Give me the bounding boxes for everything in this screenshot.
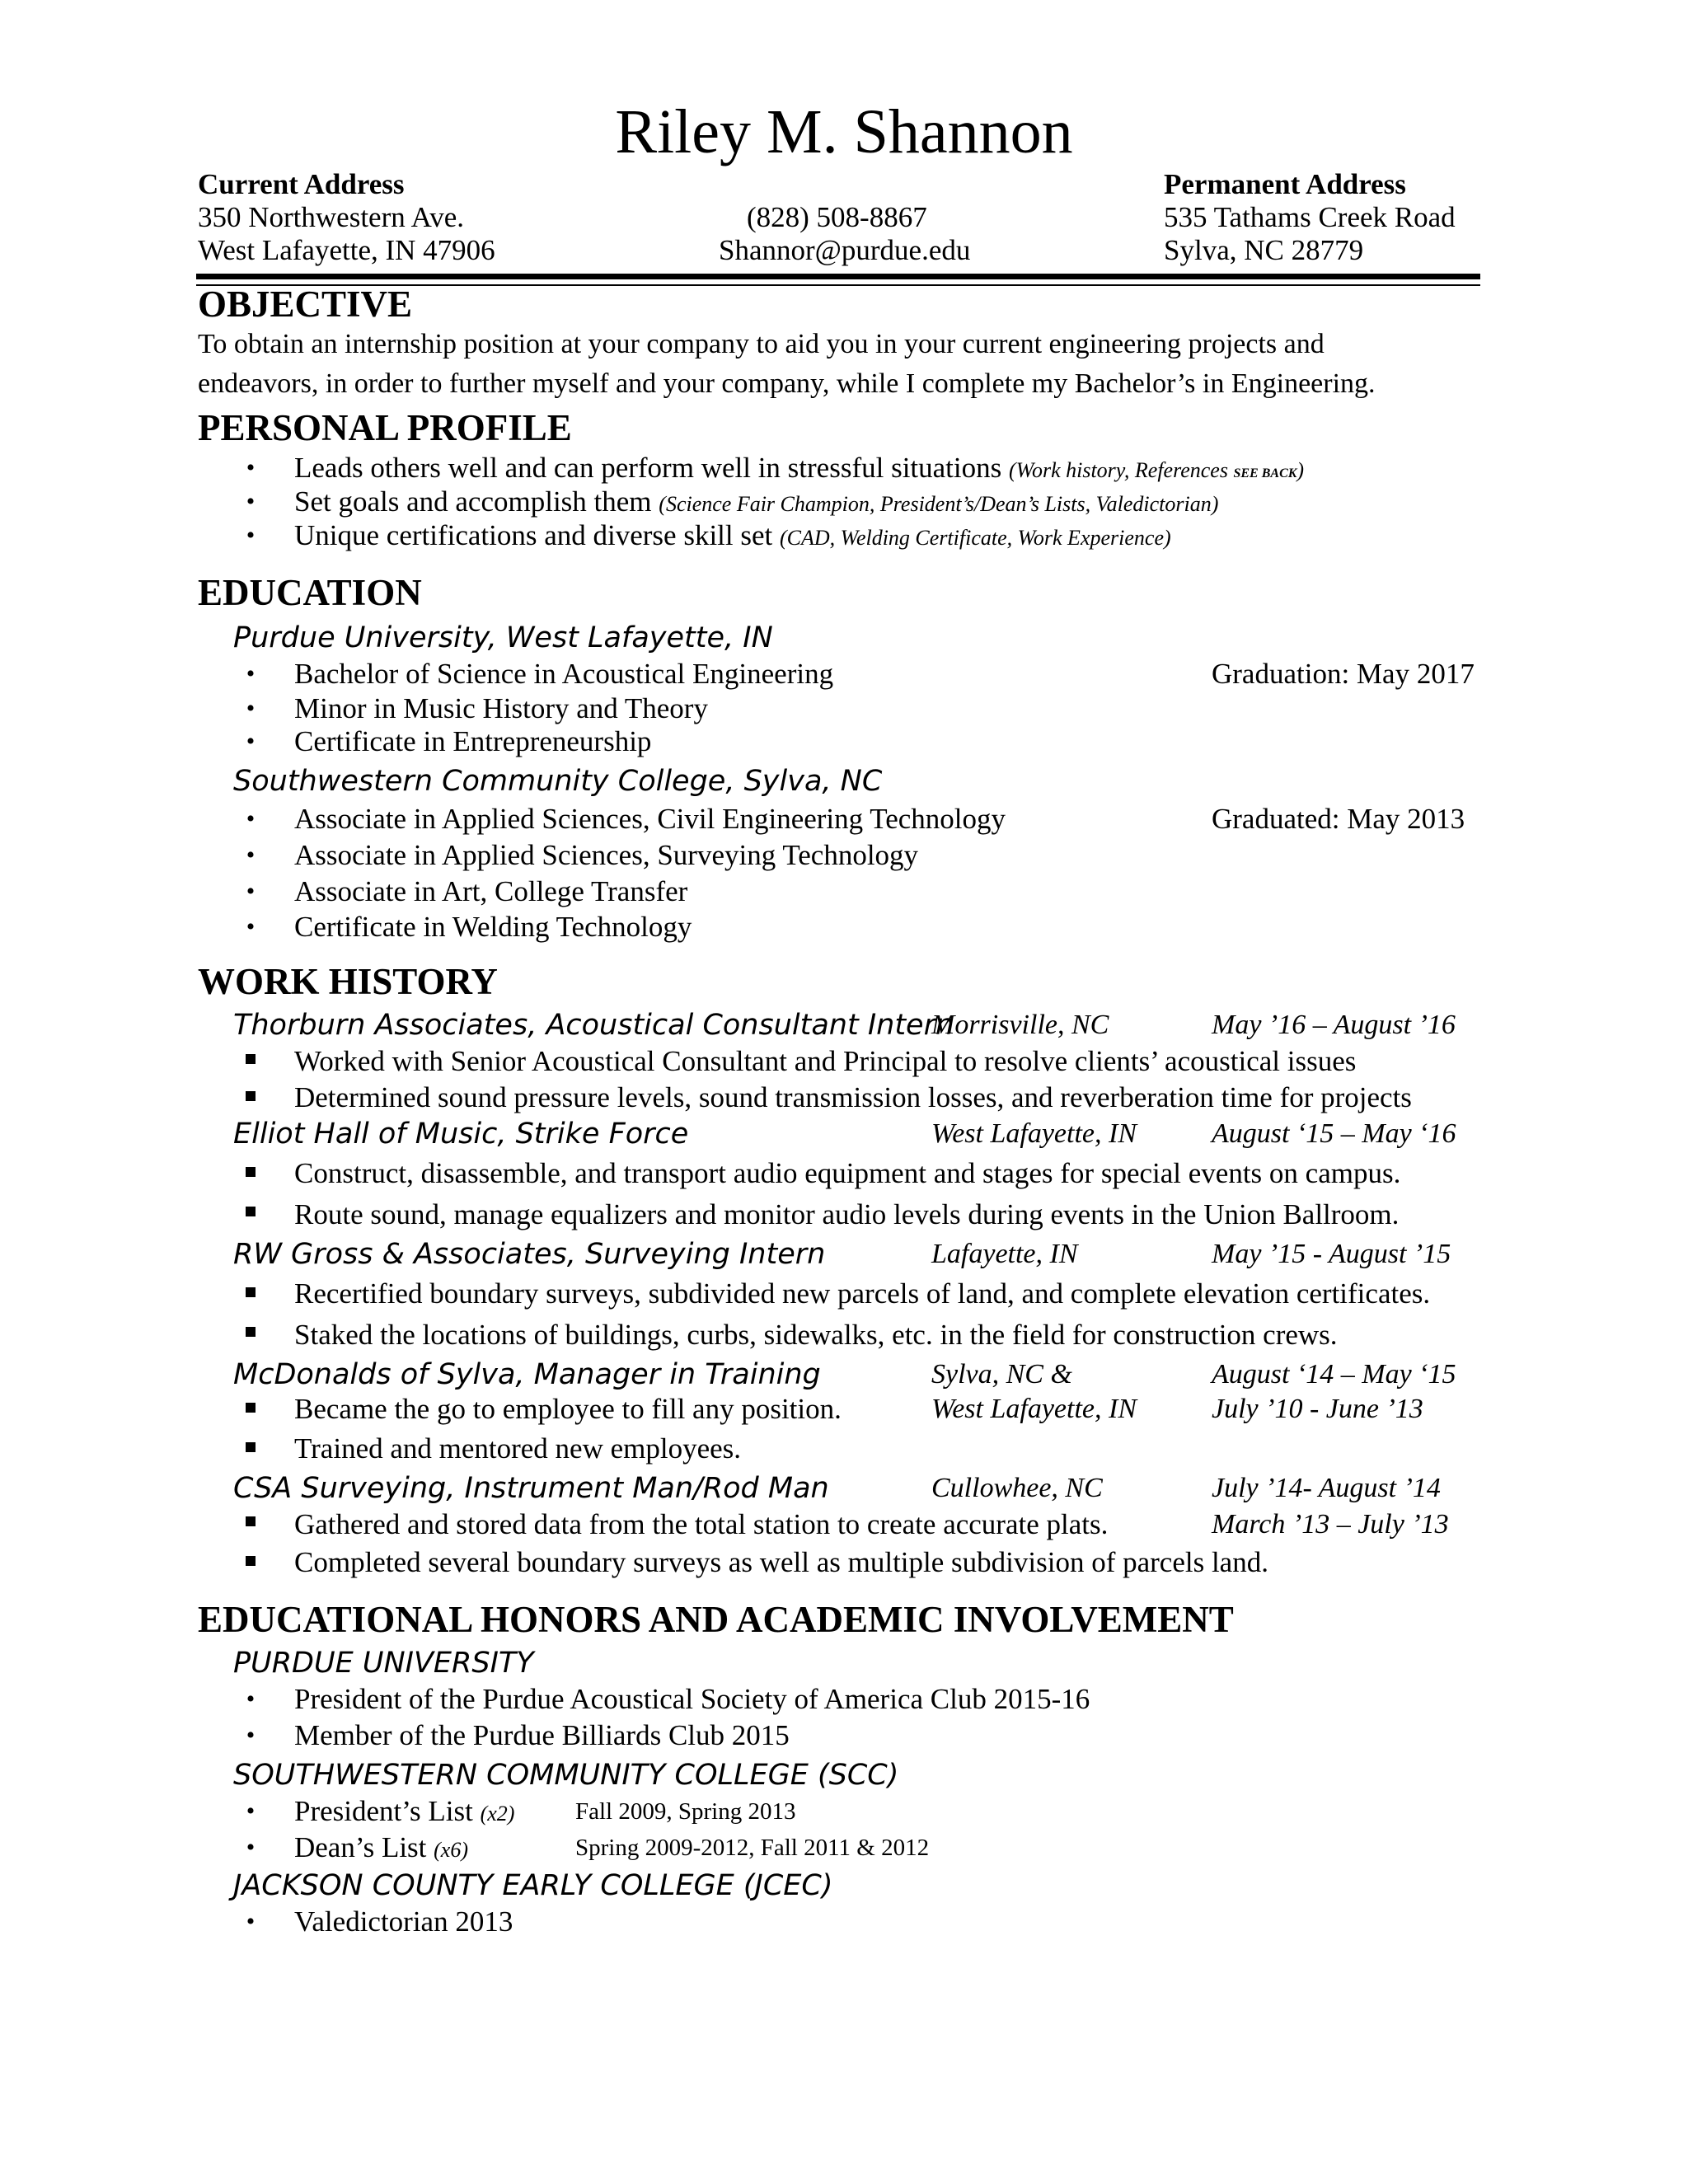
honors-school-purdue: PURDUE UNIVERSITY <box>233 1647 534 1680</box>
bullet-icon: • <box>246 695 256 722</box>
honors-purdue-item-2: Member of the Purdue Billiards Club 2015 <box>294 1719 790 1751</box>
honors-school-jcec: JACKSON COUNTY EARLY COLLEGE (JCEC) <box>233 1869 833 1902</box>
phone-number: (828) 508-8867 <box>747 201 927 233</box>
job-item: Recertified boundary surveys, subdivided new parcels of land, and complete elevation certificates. <box>294 1277 1431 1310</box>
current-address-label: Current Address <box>198 168 405 200</box>
permanent-address-line1: 535 Tathams Creek Road <box>1164 201 1456 233</box>
bullet-icon: • <box>246 1685 256 1713</box>
honors-scc-item-1-dates: Fall 2009, Spring 2013 <box>575 1798 796 1825</box>
permanent-address-line2: Sylva, NC 28779 <box>1164 234 1364 266</box>
honors-heading: EDUCATIONAL HONORS AND ACADEMIC INVOLVEMENT <box>198 1599 1234 1640</box>
bullet-icon: • <box>246 841 256 869</box>
work-history-heading: WORK HISTORY <box>198 961 498 1002</box>
resume-name: Riley M. Shannon <box>615 97 1073 166</box>
bullet-icon: • <box>246 1834 256 1861</box>
bullet-icon: • <box>246 488 256 515</box>
job-date: August ‘15 – May ‘16 <box>1212 1118 1456 1149</box>
job-location-secondary: West Lafayette, IN <box>931 1394 1137 1424</box>
job-title: CSA Surveying, Instrument Man/Rod Man <box>233 1472 829 1505</box>
bullet-icon: • <box>246 1908 256 1935</box>
square-bullet-icon <box>246 1091 256 1101</box>
bullet-icon: • <box>246 913 256 940</box>
square-bullet-icon <box>246 1556 256 1566</box>
square-bullet-icon <box>246 1403 256 1413</box>
education-purdue-item-1: Bachelor of Science in Acoustical Engineering <box>294 658 834 690</box>
education-purdue-item-3: Certificate in Entrepreneurship <box>294 725 652 757</box>
job-location: Cullowhee, NC <box>931 1473 1103 1503</box>
job-date-secondary: March ’13 – July ’13 <box>1212 1509 1449 1540</box>
job-item: Trained and mentored new employees. <box>294 1432 742 1465</box>
permanent-address-label: Permanent Address <box>1164 168 1406 200</box>
job-date: May ’15 - August ’15 <box>1212 1239 1451 1269</box>
email-address: Shannor@purdue.edu <box>719 234 971 266</box>
education-scc-item-4: Certificate in Welding Technology <box>294 911 692 943</box>
job-item: Became the go to employee to fill any position. <box>294 1393 842 1425</box>
job-item: Gathered and stored data from the total station to create accurate plats. <box>294 1508 1109 1540</box>
bullet-icon: • <box>246 1722 256 1749</box>
square-bullet-icon <box>246 1167 256 1177</box>
education-scc-date: Graduated: May 2013 <box>1212 803 1465 835</box>
education-purdue-date: Graduation: May 2017 <box>1212 658 1475 690</box>
education-school-purdue: Purdue University, West Lafayette, IN <box>233 621 773 654</box>
square-bullet-icon <box>246 1442 256 1452</box>
job-location: Sylva, NC & <box>931 1359 1072 1390</box>
job-title: McDonalds of Sylva, Manager in Training <box>233 1358 821 1391</box>
job-date: May ’16 – August ’16 <box>1212 1010 1456 1040</box>
header-divider-thick <box>196 274 1480 279</box>
profile-item-2: Set goals and accomplish them (Science Fair Champion, President’s/Dean’s Lists, Valedictorian) <box>294 485 1219 518</box>
square-bullet-icon <box>246 1327 256 1337</box>
job-item: Worked with Senior Acoustical Consultant and Principal to resolve clients’ acoustical issues <box>294 1045 1357 1077</box>
honors-scc-item-1: President’s List (x2) <box>294 1795 515 1827</box>
honors-scc-item-2-dates: Spring 2009-2012, Fall 2011 & 2012 <box>575 1835 930 1861</box>
education-school-scc: Southwestern Community College, Sylva, NC <box>233 765 883 798</box>
bullet-icon: • <box>246 454 256 481</box>
bullet-icon: • <box>246 660 256 687</box>
job-item: Staked the locations of buildings, curbs, sidewalks, etc. in the field for construction crews. <box>294 1319 1338 1351</box>
education-scc-item-2: Associate in Applied Sciences, Surveying Technology <box>294 839 919 871</box>
honors-jcec-item-1: Valedictorian 2013 <box>294 1905 513 1938</box>
education-scc-item-3: Associate in Art, College Transfer <box>294 875 688 907</box>
square-bullet-icon <box>246 1287 256 1297</box>
profile-item-1: Leads others well and can perform well in stressful situations (Work history, References SEE BACK) <box>294 452 1305 484</box>
current-address-line1: 350 Northwestern Ave. <box>198 201 465 233</box>
job-item: Route sound, manage equalizers and monitor audio levels during events in the Union Ballroom. <box>294 1198 1400 1230</box>
bullet-icon: • <box>246 1797 256 1825</box>
job-date: July ’14- August ’14 <box>1212 1473 1441 1503</box>
job-item: Construct, disassemble, and transport audio equipment and stages for special events on campus. <box>294 1157 1401 1189</box>
job-title: Thorburn Associates, Acoustical Consultant Intern <box>233 1009 954 1042</box>
square-bullet-icon <box>246 1207 256 1216</box>
job-location: Lafayette, IN <box>931 1239 1078 1269</box>
square-bullet-icon <box>246 1516 256 1526</box>
job-location: West Lafayette, IN <box>931 1118 1137 1149</box>
job-date: August ‘14 – May ‘15 <box>1212 1359 1456 1390</box>
education-purdue-item-2: Minor in Music History and Theory <box>294 692 708 724</box>
square-bullet-icon <box>246 1054 256 1064</box>
bullet-icon: • <box>246 805 256 832</box>
job-location: Morrisville, NC <box>931 1010 1109 1040</box>
bullet-icon: • <box>246 522 256 549</box>
profile-item-3: Unique certifications and diverse skill set (CAD, Welding Certificate, Work Experience) <box>294 519 1171 551</box>
job-title: Elliot Hall of Music, Strike Force <box>233 1118 689 1151</box>
current-address-line2: West Lafayette, IN 47906 <box>198 234 495 266</box>
personal-profile-heading: PERSONAL PROFILE <box>198 407 572 448</box>
honors-purdue-item-1: President of the Purdue Acoustical Society of America Club 2015-16 <box>294 1683 1090 1715</box>
job-date-secondary: July ’10 - June ’13 <box>1212 1394 1423 1424</box>
job-title: RW Gross & Associates, Surveying Intern <box>233 1238 826 1271</box>
objective-heading: OBJECTIVE <box>198 284 413 325</box>
job-item: Completed several boundary surveys as well as multiple subdivision of parcels land. <box>294 1546 1268 1578</box>
bullet-icon: • <box>246 728 256 755</box>
job-item: Determined sound pressure levels, sound transmission losses, and reverberation time for projects <box>294 1081 1412 1113</box>
honors-school-scc: SOUTHWESTERN COMMUNITY COLLEGE (SCC) <box>233 1759 899 1792</box>
objective-line-1: To obtain an internship position at your company to aid you in your current engineering projects and <box>198 329 1325 359</box>
honors-scc-item-2: Dean’s List (x6) <box>294 1831 468 1863</box>
education-scc-item-1: Associate in Applied Sciences, Civil Engineering Technology <box>294 803 1006 835</box>
objective-line-2: endeavors, in order to further myself and your company, while I complete my Bachelor’s in Engineering. <box>198 368 1376 399</box>
bullet-icon: • <box>246 878 256 905</box>
education-heading: EDUCATION <box>198 572 422 613</box>
